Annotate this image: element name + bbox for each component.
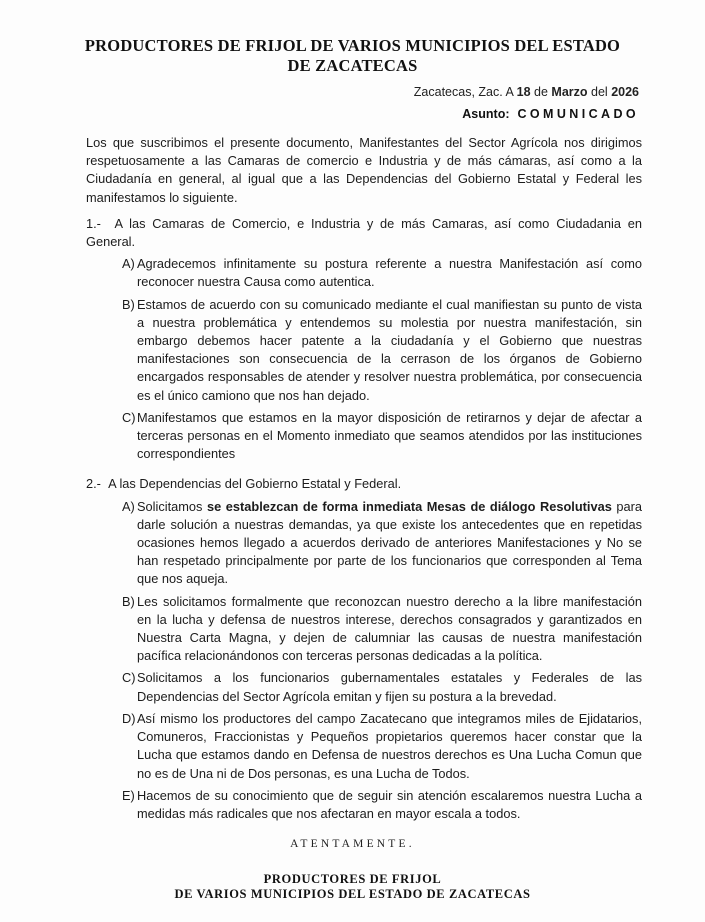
section-1-heading-text: A las Camaras de Comercio, e Industria y de más Camaras, así como Ciudadania en General. xyxy=(86,215,642,250)
item-text: Les solicitamos formalmente que reconozcan nuestro derecho a la libre manifestación en la lucha y defensa de nuestros interese, derechos consagrados y garantizados en Nuestra Carta Magna, y dejen de calumniar las causas de nuestra manifestación pacífica relacionándonos con terceras personas dedicadas a la política. xyxy=(137,593,642,664)
section-2-heading-text: A las Dependencias del Gobierno Estatal y Federal. xyxy=(108,476,402,492)
item-text: Agradecemos infinitamente su postura referente a nuestra Manifestación así como reconocer nuestra Causa como autentica. xyxy=(137,256,642,290)
subject-label: Asunto: xyxy=(462,107,510,121)
section-2-item-b xyxy=(86,593,642,666)
item-label: A) xyxy=(122,256,135,272)
item-text-pre: Solicitamos xyxy=(137,498,203,514)
section-2 xyxy=(86,475,642,823)
signature-line-2: DE VARIOS MUNICIPIOS DEL ESTADO DE ZACATECAS xyxy=(174,887,531,902)
date-prefix: Zacatecas, Zac. A xyxy=(413,85,514,99)
section-2-heading xyxy=(86,475,642,493)
item-text-post: para darle solución a nuestras demandas, ya que existe los antecedentes que en repetidas ocasiones hemos llegado a acuerdos derivado de anteriores Manifestaciones y No se han respetado principalmente por parte de los funcionarios que corresponden al Tema que nos aqueja. xyxy=(137,498,643,587)
section-1-number: 1.- xyxy=(86,215,101,231)
item-label: C) xyxy=(122,670,136,686)
subject-line xyxy=(0,106,639,122)
document-title xyxy=(60,36,645,76)
date-line xyxy=(0,84,639,100)
section-1-item-b xyxy=(86,296,642,405)
date-year: 2026 xyxy=(611,85,639,99)
item-label: A) xyxy=(122,498,135,514)
signature-line-1: PRODUCTORES DE FRIJOL xyxy=(263,872,442,887)
closing-salutation: ATENTAMENTE. xyxy=(290,838,415,851)
subject-value: COMUNICADO xyxy=(517,107,639,121)
section-1-item-c xyxy=(86,409,642,464)
signature-block xyxy=(0,872,705,902)
section-1-item-a xyxy=(86,255,642,291)
date-day: 18 xyxy=(516,85,531,99)
item-text: Estamos de acuerdo con su comunicado mediante el cual manifiestan su punto de vista a nuestra problemática y entendemos su molestia por nuestra manifestación, sin embargo debemos hacer patente a la ciudadanía y el Gobierno que nuestras manifestaciones son consecuencia de la cerrason de los órganos de Gobierno encargados responsables de atender y resolver nuestra problemática, por consecuencia es el único camiono que nos han dejado. xyxy=(137,296,642,403)
section-2-item-e xyxy=(86,787,642,823)
section-1 xyxy=(86,215,642,464)
item-label: B) xyxy=(122,296,135,312)
intro-paragraph: Los que suscribimos el presente documento, Manifestantes del Sector Agrícola nos dirigimos respetuosamente a las Camaras de comercio e Industria y de más cámaras, así como a la Ciudadanía en general, al igual que a las Dependencias del Gobierno Estatal y Federal les manifestamos lo siguiente. xyxy=(86,135,642,205)
item-text: Manifestamos que estamos en la mayor disposición de retirarnos y dejar de afectar a terceras personas en el Momento inmediato que seamos atendidos por las instituciones correspondientes xyxy=(137,409,642,462)
date-de: de xyxy=(534,85,548,99)
date-month: Marzo xyxy=(551,85,588,99)
date-del: del xyxy=(591,85,608,99)
item-label: E) xyxy=(122,787,135,803)
item-text: Así mismo los productores del campo Zacatecano que integramos miles de Ejidatarios, Comuneros, Fraccionistas y Pequeños propietarios queremos hacer constar que la Lucha que estamos dando en Defensa de nuestros derechos es Una Lucha Comun que no es de Una ni de Dos personas, es una Lucha de Todos. xyxy=(137,710,642,781)
item-label: D) xyxy=(122,710,136,726)
title-line-1: PRODUCTORES DE FRIJOL DE VARIOS MUNICIPIOS DEL ESTADO xyxy=(84,36,621,55)
item-text-bold: se establezcan de forma inmediata Mesas de diálogo Resolutivas xyxy=(207,498,612,514)
item-label: B) xyxy=(122,593,135,609)
section-1-heading xyxy=(86,215,642,251)
document-body xyxy=(86,134,642,823)
title-line-2: DE ZACATECAS xyxy=(287,56,418,75)
section-2-item-c xyxy=(86,669,642,705)
section-2-item-a xyxy=(86,498,642,589)
item-label: C) xyxy=(122,409,136,425)
section-2-item-d xyxy=(86,710,642,783)
item-text: Hacemos de su conocimiento que de seguir sin atención escalaremos nuestra Lucha a medidas más radicales que nos afectaran en mayor escala a todos. xyxy=(137,787,642,821)
item-text: Solicitamos a los funcionarios gubernamentales estatales y Federales de las Dependencias del Sector Agrícola emitan y fijen su postura a la brevedad. xyxy=(137,670,642,704)
section-2-number: 2.- xyxy=(86,476,101,492)
